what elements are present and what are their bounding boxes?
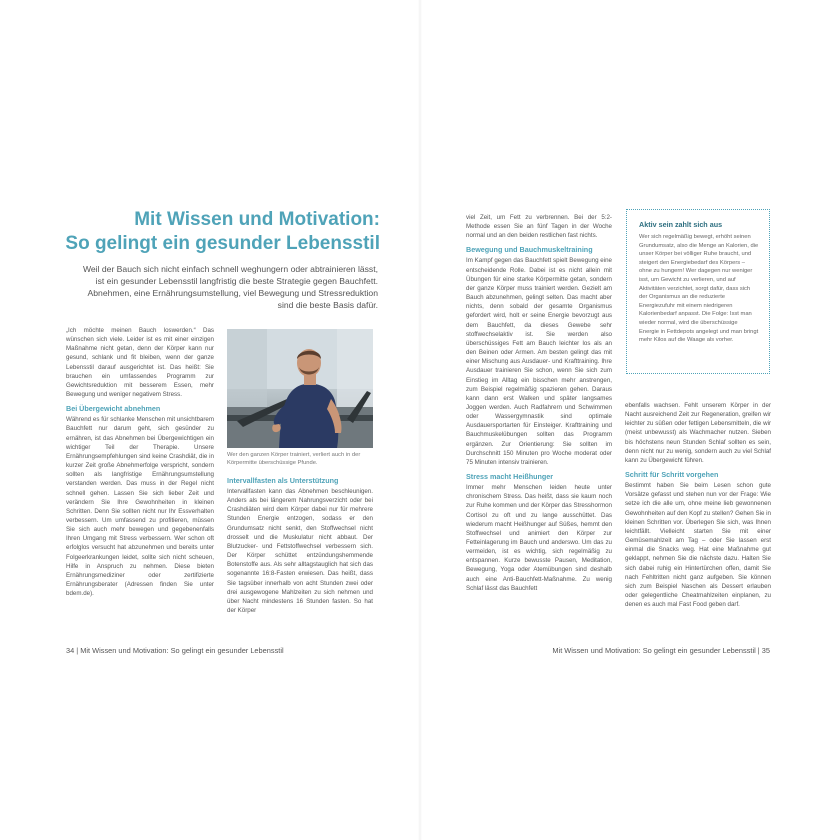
chapter-title-line-1: Mit Wissen und Motivation: bbox=[134, 209, 380, 230]
footer-right: Mit Wissen und Motivation: So gelingt ein gesunder Lebensstil | 35 bbox=[552, 646, 770, 655]
column-4 bbox=[625, 401, 771, 609]
paragraph-abnehmen: Während es für schlanke Menschen mit unsichtbarem Bauchfett nur darum geht, sich gesünder zu ernähren, ist das Abnehmen bei Übergewichtigen ein wichtiger Teil der Therapie. Unsere Ernährungsempfehlungen sind keine Crashdiät, die in kurzer Zeit große Abnehmerfolge verspricht, sondern sollten als langfristige Ernährungsumstellung verstanden werden. Das muss in der Regel nicht schnell gehen. Lassen Sie sich lieber Zeit und verändern Sie Ihre Gewohnheiten in kleinen Schritten. Denn Sie sollten nicht nur Ihr Essverhalten verbessern. Um umfassend zu profitieren, müssen Sie sich auch mehr bewegen und gegebenenfalls Ihren Umgang mit Stress verbessern. Wer schon oft erfolglos versucht hat abzunehmen und bereits unter Folgeerkrankungen leidet, sollte sich nicht scheuen, Hilfe in Anspruch zu nehmen. Diese bieten Ernährungsmediziner oder zertifizierte Ernährungsberater (Adressen finden Sie unter bdem.de). bbox=[66, 416, 214, 598]
paragraph-schritt: Bestimmt haben Sie beim Lesen schon gute Vorsätze gefasst und stehen nun vor der Frage: Wie setze ich die alle um, ohne meine lieb gewonnenen Gewohnheiten auf den Kopf zu stellen? Gehen Sie in kleinen Schritten vor. Überlegen Sie sich, was Ihnen leichtfällt. Vielleicht starten Sie mit einer Gemüsemahlzeit am Tag – oder Sie lassen erst einmal die Snacks weg. Hat eine Maßnahme gut geklappt, nehmen Sie die nächste dazu. Halten Sie sich dabei ruhig ein Hintertürchen offen, damit Sie nach Fehltritten nicht ganz aufgeben. Sie können sich zum Beispiel Naschen als Dessert erlauben oder gelegentliche Cheatmahlzeiten einplanen, zu denen es auch mal Fast Food geben darf. bbox=[625, 482, 771, 609]
column-3 bbox=[466, 213, 612, 593]
treadmill-photo-illustration bbox=[227, 329, 373, 448]
heading-schritt: Schritt für Schritt vorgehen bbox=[625, 470, 719, 480]
heading-intervallfasten: Intervallfasten als Unterstützung bbox=[227, 476, 339, 485]
heading-bewegung: Bewegung und Bauchmuskeltraining bbox=[466, 245, 593, 255]
info-box-heading: Aktiv sein zahlt sich aus bbox=[639, 220, 723, 229]
heading-stress: Stress macht Heißhunger bbox=[466, 472, 554, 482]
paragraph-bewegung: Im Kampf gegen das Bauchfett spielt Bewegung eine entscheidende Rolle. Dabei ist es nicht allein mit Übungen für eine starke Körpermitte getan, sondern der ganze Körper muss trainiert werden. Gezielt am Bauch abzunehmen, gelingt selten. Das macht aber nichts, denn sobald der gesamte Organismus gefordert wird, holt er seine Energie bevorzugt aus dem Bauchfett, da dieses Gewebe sehr stoffwechselaktiv ist. Sie werden also überschüssiges Fett am Bauch leichter los als an den Beinen oder Armen. Am besten gelingt das mit einer Mischung aus Ausdauer- und Krafttraining. Ihre Ausdauer trainieren Sie schon, wenn Sie sich zum Einstieg im Alltag ein bisschen mehr anstrengen, zum Beispiel regelmäßig spazieren gehen. Daraus kann dann erst Walken und später langsames Joggen werden. Auch Radfahrern und Schwimmen oder Wassergymnastik sind optimale Ausdauersportarten für Einsteiger. Krafttraining und Bauchmuskelübungen sollten das Programm ergänzen. Zur Orientierung: Sie sollten im Durchschnitt 150 Minuten pro Woche moderat oder 75 Minuten intensiv trainieren. bbox=[466, 257, 612, 466]
info-box bbox=[626, 209, 770, 374]
column-1 bbox=[66, 326, 214, 598]
column-2 bbox=[227, 476, 373, 615]
paragraph-continuation: viel Zeit, um Fett zu verbrennen. Bei der 5:2-Methode essen Sie an fünf Tagen in der Woche normal und an den beiden restlichen fast nichts. bbox=[466, 214, 612, 240]
treadmill-photo bbox=[227, 329, 373, 448]
paragraph-schlaf: ebenfalls wachsen. Fehlt unserem Körper in der Nacht ausreichend Zeit zur Regeneration, greifen wir leichter zu süßen oder fettigen Lebensmitteln, die wir (meist unbewusst) als Wachmacher nutzen. Sieben bis höchstens neun Stunden Schlaf sollten es sein, denn nicht nur zu wenig, sondern auch zu viel Schlaf kann zu Übergewicht führen. bbox=[625, 402, 771, 464]
chapter-title bbox=[60, 208, 380, 256]
info-box-text: Wer sich regelmäßig bewegt, erhöht seinen Grundumsatz, also die Menge an Kalorien, die unser Körper bei völliger Ruhe braucht, und steigert den Energiebedarf des Körpers – ohne zu hungern! Wer dagegen nur weniger isst, um Gewicht zu verlieren, und auf Aktivitäten verzichtet, sorgt dafür, dass sich der Organismus an die reduzierte Energiezufuhr mit einem niedrigeren Kalorienbedarf anpasst. Die Folge: Isst man wieder normal, wird die überschüssige Energie in Fettdepots angelegt und man bringt mehr Kilos auf die Waage als vorher. bbox=[639, 234, 759, 344]
heading-abnehmen: Bei Übergewicht abnehmen bbox=[66, 404, 161, 414]
paragraph-intervallfasten: Intervallfasten kann das Abnehmen beschleunigen. Anders als bei längerem Nahrungsverzicht oder bei Crashdiäten wird dem Körper dabei nur für mehrere Stunden Energie entzogen, sodass er den Grundumsatz nicht senkt, den Stoffwechsel nicht drosselt und die Muskulatur nicht abbaut. Der Blutzucker- und Fettstoffwechsel verbessern sich. Der Körper schüttet entzündungshemmende Botenstoffe aus. Als sehr alltagstauglich hat sich das sogenannte 16:8-Fasten erwiesen. Das heißt, dass Sie tagsüber innerhalb von acht Stunden zwei oder drei ausgewogene Mahlzeiten zu sich nehmen und über Nacht mindestens 16 Stunden fasten. So hat der Körper bbox=[227, 488, 373, 615]
photo-caption: Wer den ganzen Körper trainiert, verliert auch in der Körpermitte überschüssige Pfunde. bbox=[227, 452, 361, 466]
footer-left: 34 | Mit Wissen und Motivation: So gelingt ein gesunder Lebensstil bbox=[66, 646, 284, 655]
lead-paragraph: Weil der Bauch sich nicht einfach schnell weghungern oder abtrainieren lässt, ist ein gesunder Lebensstil langfristig die beste Strategie gegen Bauchfett. Abnehmen, eine Ernährungsumstellung, viel Bewegung und Stressreduktion sind die beste Basis dafür. bbox=[82, 264, 378, 310]
chapter-title-line-2: So gelingt ein gesunder Lebensstil bbox=[65, 233, 380, 254]
paragraph-stress: Immer mehr Menschen leiden heute unter chronischem Stress. Das heißt, dass sie kaum noch zur Ruhe kommen und der Körper das Stresshormon Cortisol zu oft und zu lange ausschüttet. Das wiederum macht Heißhunger auf Süßes, hemmt den Stoffwechsel und animiert den Körper zur Fetteinlagerung im Bauch und anderswo. Um das zu vermeiden, ist es wichtig, sich regelmäßig zu entspannen. Kurze bewusste Pausen, Meditation, Bewegung, Yoga oder Atemübungen sind deshalb auch eine Anti-Bauchfett-Maßnahme. Zu wenig Schlaf lässt das Bauchfett bbox=[466, 484, 612, 592]
intro-paragraph: „Ich möchte meinen Bauch loswerden.“ Das wünschen sich viele. Leider ist es mit einer einzigen Maßnahme nicht getan, denn der Körper kann nur gesund, schlank und fit bleiben, wenn der ganze Lebensstil darauf ausgerichtet ist. Das heißt: Sie brauchen ein umfassendes Programm zur Gewichtsreduktion mit besserem Essen, mehr Bewegung und weniger negativem Stress. bbox=[66, 327, 214, 399]
book-gutter bbox=[418, 0, 422, 840]
